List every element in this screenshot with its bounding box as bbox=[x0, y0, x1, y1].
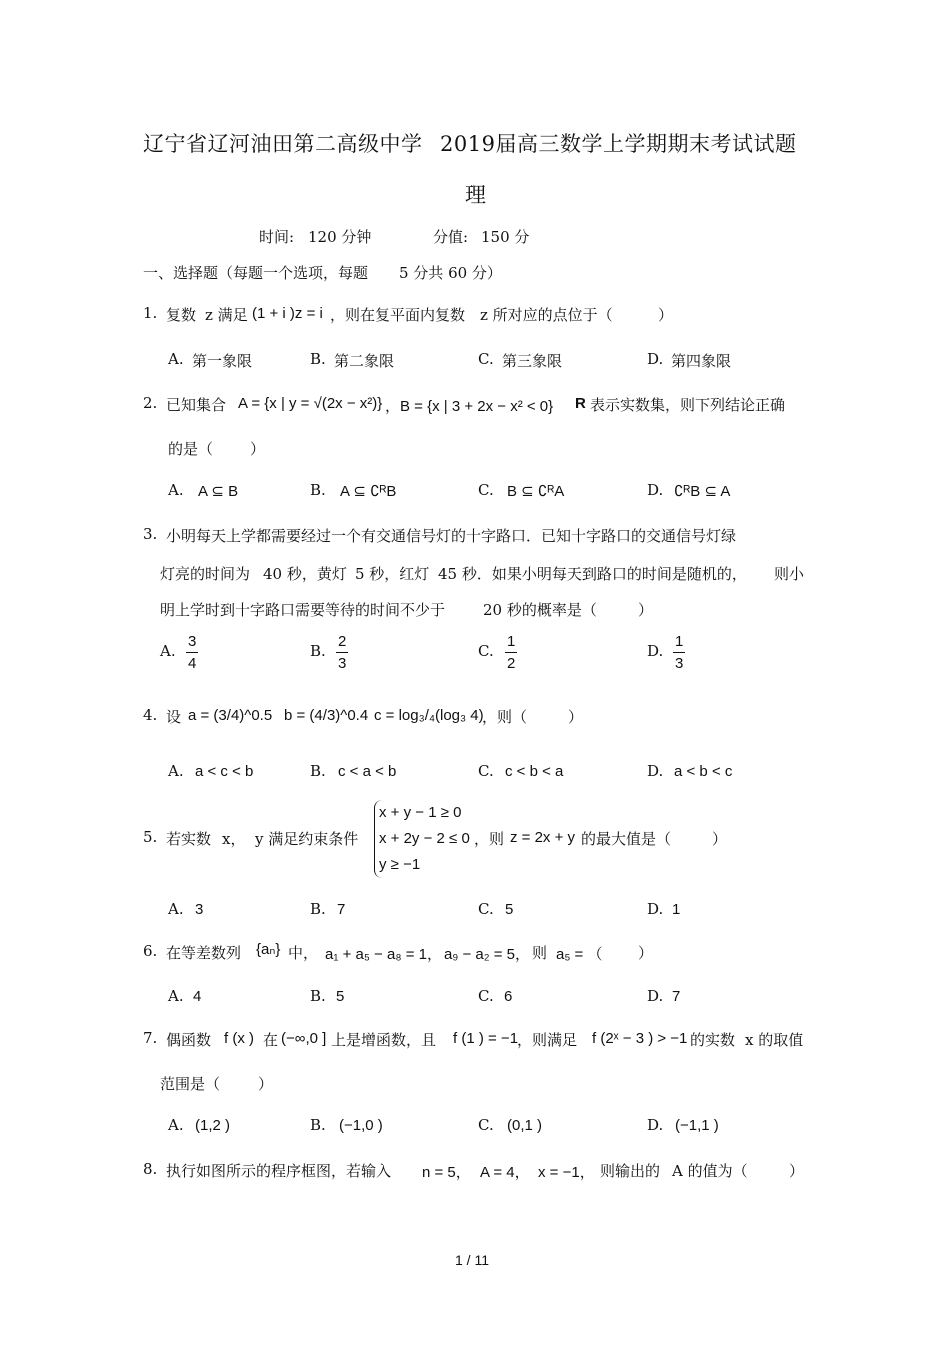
q8-expr-c: x = −1， bbox=[538, 1164, 595, 1181]
q5-option-a: 3 bbox=[195, 901, 204, 918]
q6-option-d: 7 bbox=[672, 988, 681, 1005]
q2-option-a-label: A. bbox=[168, 481, 184, 499]
q3-option-b-label: B. bbox=[310, 642, 326, 660]
q1-option-c: 第三象限 bbox=[502, 352, 563, 370]
q6-option-d-label: D. bbox=[647, 987, 664, 1005]
q7-text-c: 上是增函数，且 bbox=[331, 1031, 437, 1049]
q4-option-a-label: A. bbox=[168, 762, 184, 780]
q6-text-c: 则 bbox=[532, 944, 548, 962]
q5-text-a: 若实数 bbox=[166, 830, 212, 848]
q7-option-b-label: B. bbox=[310, 1116, 326, 1134]
q3-option-b: $\frac{2}{3}$ bbox=[338, 633, 347, 672]
q4-option-c-label: C. bbox=[478, 762, 494, 780]
q4-b-expr: b = (4/3)^0.4 bbox=[284, 707, 369, 724]
q6-option-a: 4 bbox=[193, 988, 202, 1005]
q2-option-b-label: B. bbox=[310, 481, 326, 499]
q2-set-b: ，B = {x | 3 + 2x − x² < 0} bbox=[385, 398, 554, 415]
q4-option-b: c < a < b bbox=[338, 763, 397, 780]
q7-number: 7. bbox=[143, 1029, 158, 1047]
q6-number: 6. bbox=[143, 942, 158, 960]
page-number: 1 / 11 bbox=[455, 1252, 489, 1268]
q6-option-b-label: B. bbox=[310, 987, 326, 1005]
section-heading-b: 5 分共 60 分） bbox=[399, 264, 502, 282]
q4-c-expr: c = log₃/₄(log₃ 4) bbox=[374, 707, 484, 724]
q8-text-d: ） bbox=[789, 1162, 805, 1180]
q1-option-b: 第二象限 bbox=[334, 352, 395, 370]
q3-option-d-label: D. bbox=[647, 642, 664, 660]
q7-option-a: (1,2 ) bbox=[195, 1117, 231, 1134]
q7-option-c: (0,1 ) bbox=[507, 1117, 543, 1134]
q3-line-3b: 20 秒的概率是（ bbox=[483, 601, 597, 619]
q5-constraints bbox=[374, 800, 470, 878]
q6-text-d: ） bbox=[638, 944, 654, 962]
q6-option-c-label: C. bbox=[478, 987, 494, 1005]
q1-expr: (1 + i )z = i bbox=[252, 305, 323, 322]
q3-option-a: $\frac{3}{4}$ bbox=[188, 633, 197, 672]
q7-text-a: 偶函数 bbox=[166, 1031, 212, 1049]
q4-a-expr: a = (3/4)^0.5 bbox=[188, 707, 273, 724]
q7-line-2b: ） bbox=[258, 1075, 274, 1093]
q8-text-a: 执行如图所示的程序框图，若输入 bbox=[166, 1162, 392, 1180]
q6-option-a-label: A. bbox=[168, 987, 184, 1005]
title-part-2: 2019届高三数学上学期期末考试试题 bbox=[440, 132, 797, 156]
q4-text-a: 设 bbox=[166, 708, 182, 726]
time-value: 120 分钟 bbox=[308, 228, 372, 246]
q6-sequence: {aₙ} bbox=[256, 941, 281, 958]
q1-option-a: 第一象限 bbox=[192, 352, 253, 370]
q5-option-b: 7 bbox=[337, 901, 346, 918]
q7-text-e: 的实数 bbox=[690, 1031, 736, 1049]
q7-inequality: f (2ˣ − 3 ) > −1 bbox=[592, 1030, 688, 1047]
score-label: 分值: bbox=[433, 228, 469, 246]
q5-option-c: 5 bbox=[505, 901, 514, 918]
q5-text-d: ，则 bbox=[474, 830, 505, 848]
q2-text-c: 的是（ bbox=[168, 440, 214, 458]
q5-text-e: 的最大值是（ bbox=[581, 830, 672, 848]
q7-condition: f (1 ) = −1 bbox=[453, 1030, 519, 1047]
q1-option-a-label: A. bbox=[168, 350, 184, 368]
q4-text-b: ，则（ bbox=[482, 708, 528, 726]
q3-line-1: 小明每天上学都需要经过一个有交通信号灯的十字路口．已知十字路口的交通信号灯绿 bbox=[166, 527, 737, 545]
q6-text-a: 在等差数列 bbox=[166, 944, 242, 962]
q7-text-f: x 的取值 bbox=[745, 1031, 804, 1049]
q1-text-a: 复数 bbox=[166, 306, 197, 324]
q2-option-a: A ⊆ B bbox=[198, 483, 239, 500]
q5-text-b: x， bbox=[222, 830, 246, 848]
q8-number: 8. bbox=[143, 1160, 158, 1178]
q4-option-b-label: B. bbox=[310, 762, 326, 780]
q2-option-c-label: C. bbox=[478, 481, 494, 499]
q7-text-d: ，则满足 bbox=[517, 1031, 578, 1049]
q1-text-c: ，则在复平面内复数 bbox=[330, 306, 466, 324]
q5-option-a-label: A. bbox=[168, 900, 184, 918]
q3-line-2c: 5 秒，红灯 bbox=[355, 565, 430, 583]
q5-constraint-3: y ≥ −1 bbox=[379, 856, 421, 873]
q2-text-a: 已知集合 bbox=[166, 396, 227, 414]
q2-option-b: A ⊆ ∁ᴿB bbox=[340, 483, 397, 500]
q7-option-a-label: A. bbox=[168, 1116, 184, 1134]
q1-option-d: 第四象限 bbox=[671, 352, 732, 370]
q8-text-b: 则输出的 bbox=[600, 1162, 661, 1180]
title-part-1: 辽宁省辽河油田第二高级中学 bbox=[143, 132, 423, 156]
q2-text-d: ） bbox=[250, 440, 266, 458]
q2-real-set: R bbox=[575, 395, 586, 412]
q1-text-e: ） bbox=[658, 306, 674, 324]
q5-constraint-2: x + 2y − 2 ≤ 0 bbox=[379, 830, 470, 847]
q6-option-b: 5 bbox=[336, 988, 345, 1005]
q3-line-2e: 则小 bbox=[774, 565, 805, 583]
q5-option-d-label: D. bbox=[647, 900, 664, 918]
q8-text-c: A 的值为（ bbox=[672, 1162, 748, 1180]
q5-constraint-1: x + y − 1 ≥ 0 bbox=[379, 804, 462, 821]
q4-option-a: a < c < b bbox=[195, 763, 254, 780]
q7-option-d-label: D. bbox=[647, 1116, 664, 1134]
q3-line-3a: 明上学时到十字路口需要等待的时间不少于 bbox=[160, 601, 446, 619]
q3-number: 3. bbox=[143, 525, 158, 543]
q1-option-b-label: B. bbox=[310, 350, 326, 368]
q5-text-f: ） bbox=[712, 830, 728, 848]
q6-expr-b: a₉ − a₂ = 5， bbox=[444, 946, 530, 963]
q3-option-c: $\frac{1}{2}$ bbox=[507, 633, 516, 672]
q3-option-d: $\frac{1}{3}$ bbox=[675, 633, 684, 672]
q6-expr-c: a₅ = （ bbox=[556, 946, 603, 963]
q4-option-c: c < b < a bbox=[505, 763, 564, 780]
q7-option-c-label: C. bbox=[478, 1116, 494, 1134]
q7-line-2a: 范围是（ bbox=[160, 1075, 221, 1093]
q2-number: 2. bbox=[143, 394, 158, 412]
q4-option-d: a < b < c bbox=[674, 763, 733, 780]
q8-expr-b: A = 4， bbox=[480, 1164, 530, 1181]
title-line-2: 理 bbox=[465, 183, 487, 207]
q1-text-b: z 满足 bbox=[205, 306, 248, 324]
q6-option-c: 6 bbox=[504, 988, 513, 1005]
q1-option-d-label: D. bbox=[647, 350, 664, 368]
q1-number: 1. bbox=[143, 304, 158, 322]
q1-option-c-label: C. bbox=[478, 350, 494, 368]
q2-set-a: A = {x | y = √(2x − x²)} bbox=[238, 395, 383, 412]
q7-option-d: (−1,1 ) bbox=[675, 1117, 719, 1134]
q3-line-2a: 灯亮的时间为 bbox=[160, 565, 251, 583]
q4-option-d-label: D. bbox=[647, 762, 664, 780]
q4-number: 4. bbox=[143, 706, 158, 724]
q5-text-c: y 满足约束条件 bbox=[255, 830, 359, 848]
q7-text-b: 在 bbox=[263, 1031, 279, 1049]
q5-option-b-label: B. bbox=[310, 900, 326, 918]
q3-line-2d: 45 秒．如果小明每天到路口的时间是随机的， bbox=[438, 565, 747, 583]
score-value: 150 分 bbox=[481, 228, 530, 246]
q4-text-c: ） bbox=[568, 708, 584, 726]
q3-option-c-label: C. bbox=[478, 642, 494, 660]
q3-line-2b: 40 秒，黄灯 bbox=[263, 565, 347, 583]
q7-function: f (x ) bbox=[224, 1030, 254, 1047]
q2-option-d-label: D. bbox=[647, 481, 664, 499]
q7-option-b: (−1,0 ) bbox=[339, 1117, 383, 1134]
q3-option-a-label: A. bbox=[160, 642, 176, 660]
q1-text-d: z 所对应的点位于（ bbox=[480, 306, 613, 324]
q3-line-3c: ） bbox=[638, 601, 654, 619]
q6-expr-a: a₁ + a₅ − a₈ = 1， bbox=[325, 946, 442, 963]
section-heading-a: 一、选择题（每题一个选项，每题 bbox=[143, 264, 369, 282]
q6-text-b: 中， bbox=[288, 944, 319, 962]
q2-text-b: 表示实数集，则下列结论正确 bbox=[590, 396, 786, 414]
q5-option-d: 1 bbox=[672, 901, 681, 918]
q5-objective: z = 2x + y bbox=[510, 829, 576, 846]
q5-number: 5. bbox=[143, 828, 158, 846]
q8-expr-a: n = 5， bbox=[422, 1164, 471, 1181]
q2-option-c: B ⊆ ∁ᴿA bbox=[507, 483, 565, 500]
q7-interval: (−∞,0 ] bbox=[281, 1030, 327, 1047]
q5-option-c-label: C. bbox=[478, 900, 494, 918]
time-label: 时间: bbox=[259, 228, 295, 246]
q2-option-d: ∁ᴿB ⊆ A bbox=[674, 483, 731, 500]
